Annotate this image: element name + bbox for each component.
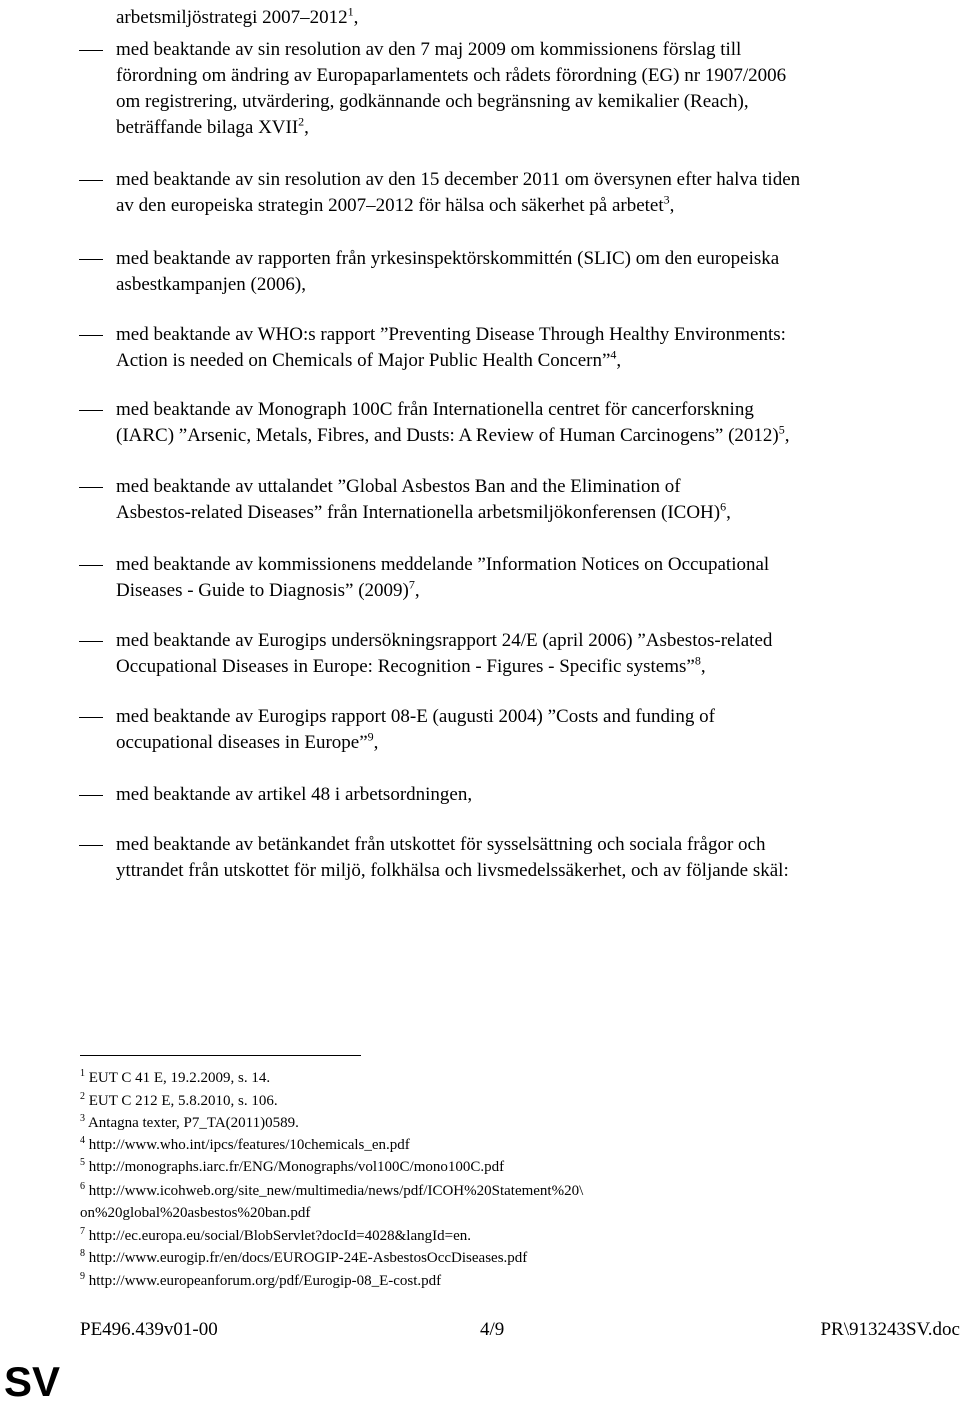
list-dash [79,795,103,796]
citation-text: asbestkampanjen (2006), [116,274,306,295]
list-dash [79,717,103,718]
citation-text: yttrandet från utskottet för miljö, folkhälsa och livsmedelssäkerhet, och av följande skäl: [116,860,789,881]
footer-page-number: 4/9 [480,1319,505,1340]
footnote [80,1226,471,1247]
footnote-ref: 2 [298,114,305,129]
footnote-ref: 3 [663,192,670,207]
citation-tail: , [373,732,379,753]
citation-tail: , [616,350,622,371]
citation-text: med beaktande av Monograph 100C från Internationella centret för cancerforskning [116,399,754,420]
citation-text: Diseases - Guide to Diagnosis” (2009) [116,580,409,601]
citation-line [116,627,772,654]
footnote-ref: 9 [367,729,374,744]
footnote-text: http://monographs.iarc.fr/ENG/Monographs/vol100C/mono100C.pdf [88,1159,505,1175]
footnote [80,1091,278,1112]
citation-line [116,36,741,63]
citation-text: av den europeiska strategin 2007–2012 för hälsa och säkerhet på arbetet [116,195,664,216]
footnote-ref: 4 [610,347,617,362]
footnote [80,1203,310,1224]
citation-line [116,88,749,115]
footnote-number: 2 [80,1091,85,1102]
citation-text: förordning om ändring av Europaparlamentets och rådets förordning (EG) nr 1907/2006 [116,65,787,86]
footnote-number: 1 [80,1068,85,1079]
list-dash [79,410,103,411]
list-dash [79,335,103,336]
citation-text: med beaktande av artikel 48 i arbetsordningen, [116,784,473,805]
citation-tail: , [700,656,706,677]
footnote-number: 8 [80,1248,85,1259]
citation-text: beträffande bilaga XVII [116,117,299,138]
citation-line [116,271,306,298]
citation-tail: , [669,195,675,216]
citation-line [116,62,786,89]
top-line [116,4,358,31]
list-dash [79,487,103,488]
citation-line [116,166,800,193]
citation-text: med beaktande av kommissionens meddelande ”Information Notices on Occupational [116,554,770,575]
footnote-text: http://www.europeanforum.org/pdf/Eurogip-08_E-cost.pdf [88,1273,442,1289]
citation-text: med beaktande av rapporten från yrkesinspektörskommittén (SLIC) om den europeiska [116,248,780,269]
footer-document-ref: PE496.439v01-00 [80,1319,218,1340]
citation-text: (IARC) ”Arsenic, Metals, Fibres, and Dusts: A Review of Human Carcinogens” (2012) [116,425,779,446]
footnote [80,1157,504,1178]
citation-text: med beaktande av betänkandet från utskottet för sysselsättning och sociala frågor och [116,834,766,855]
citation-line [116,729,378,756]
footnote [80,1113,299,1134]
footnote [80,1271,441,1292]
footnote-text: EUT C 41 E, 19.2.2009, s. 14. [88,1070,271,1086]
list-dash [79,845,103,846]
citation-line [116,653,706,680]
list-dash [79,50,103,51]
footnote-number: 4 [80,1135,85,1146]
citation-line [116,192,674,219]
footnote [80,1135,410,1156]
top-line-tail: , [353,7,359,28]
citation-text: occupational diseases in Europe” [116,732,368,753]
citation-line [116,473,681,500]
citation-text: med beaktande av uttalandet ”Global Asbestos Ban and the Elimination of [116,476,681,497]
citation-line [116,396,754,423]
citation-text: Action is needed on Chemicals of Major Public Health Concern” [116,350,611,371]
footnote [80,1181,583,1202]
citation-line [116,114,309,141]
footnote-separator [80,1055,361,1056]
citation-line [116,245,779,272]
footnote-number: 6 [80,1181,85,1192]
footnote-number: 5 [80,1157,85,1168]
top-line-text: arbetsmiljöstrategi 2007–2012 [116,7,348,28]
list-dash [79,180,103,181]
footnote-text: Antagna texter, P7_TA(2011)0589. [87,1115,299,1131]
footnote-text: on%20global%20asbestos%20ban.pdf [80,1205,311,1221]
footnote-ref: 5 [778,422,785,437]
citation-line [116,831,765,858]
footnote-text: EUT C 212 E, 5.8.2010, s. 106. [88,1093,278,1109]
footnote [80,1068,270,1089]
footnote-number: 7 [80,1226,85,1237]
footnote-ref: 7 [408,577,415,592]
footnote-ref: 8 [694,653,701,668]
footnote [80,1248,527,1269]
footnote-ref: 6 [720,499,727,514]
citation-line [116,577,420,604]
citation-text: med beaktande av WHO:s rapport ”Preventing Disease Through Healthy Environments: [116,324,786,345]
footnote-text: http://www.icohweb.org/site_new/multimedia/news/pdf/ICOH%20Statement%20\ [88,1183,584,1199]
citation-tail: , [414,580,420,601]
language-code: SV [4,1358,61,1405]
citation-text: med beaktande av sin resolution av den 7 maj 2009 om kommissionens förslag till [116,39,742,60]
citation-text: med beaktande av sin resolution av den 15 december 2011 om översynen efter halva tiden [116,169,801,190]
citation-text: med beaktande av Eurogips undersökningsrapport 24/E (april 2006) ”Asbestos-related [116,630,773,651]
citation-line [116,499,731,526]
list-dash [79,259,103,260]
footer-file-name: PR\913243SV.doc [820,1319,960,1340]
citation-line [116,703,715,730]
list-dash [79,565,103,566]
footnote-ref: 1 [347,4,354,19]
citation-line [116,857,789,884]
footnote-number: 9 [80,1271,85,1282]
citation-line [116,781,472,808]
citation-text: om registrering, utvärdering, godkännande och begränsning av kemikalier (Reach), [116,91,749,112]
citation-line [116,551,769,578]
citation-line [116,422,790,449]
list-dash [79,641,103,642]
footnote-text: http://www.who.int/ipcs/features/10chemicals_en.pdf [88,1137,410,1153]
citation-tail: , [784,425,790,446]
citation-tail: , [304,117,309,138]
footnote-text: http://www.eurogip.fr/en/docs/EUROGIP-24E-AsbestosOccDiseases.pdf [88,1250,528,1266]
citation-tail: , [726,502,731,523]
citation-line [116,321,786,348]
citation-line [116,347,621,374]
citation-text: med beaktande av Eurogips rapport 08-E (augusti 2004) ”Costs and funding of [116,706,715,727]
citation-text: Occupational Diseases in Europe: Recognition - Figures - Specific systems” [116,656,695,677]
citation-text: Asbestos-related Diseases” från Internationella arbetsmiljökonferensen (ICOH) [116,502,721,523]
footnote-number: 3 [80,1113,85,1124]
footnote-text: http://ec.europa.eu/social/BlobServlet?docId=4028&langId=en. [88,1228,471,1244]
